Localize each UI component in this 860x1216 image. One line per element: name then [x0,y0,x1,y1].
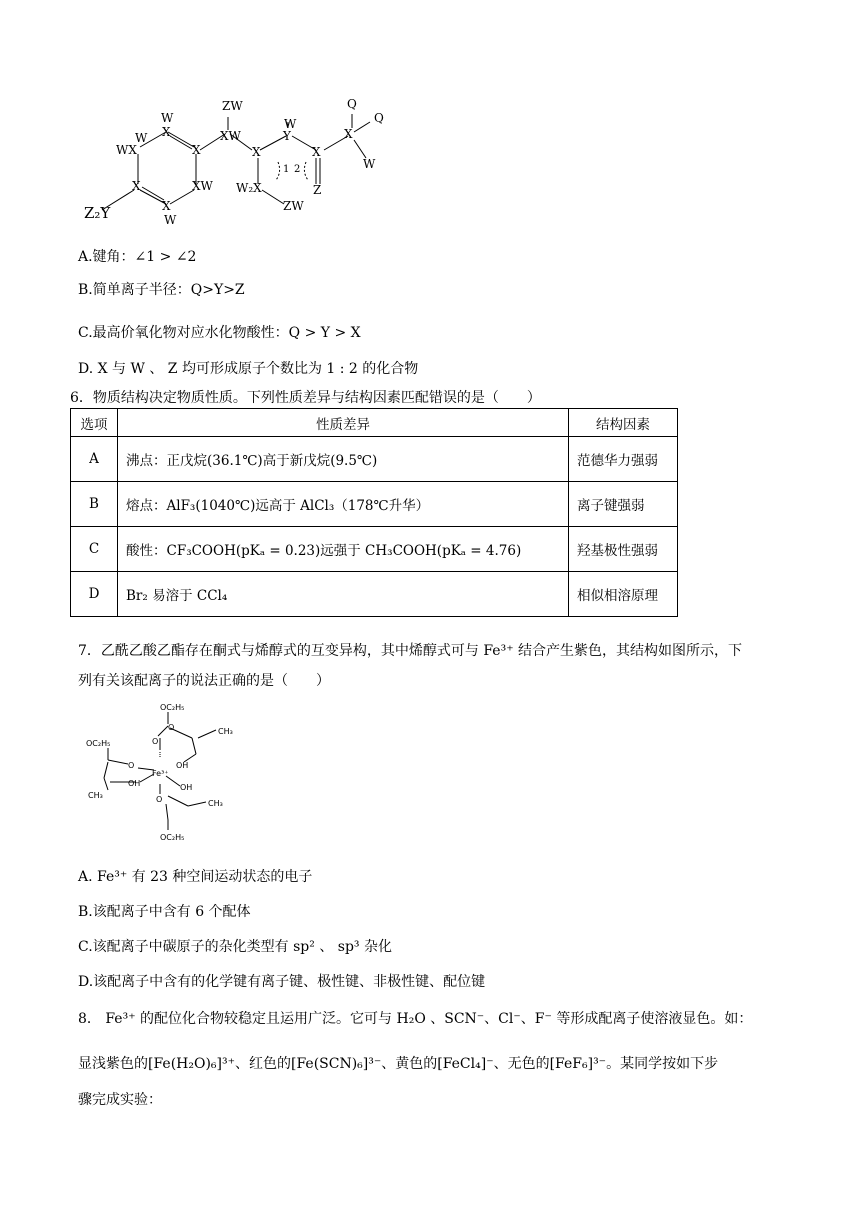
complex-label: OH [128,779,141,788]
row-diff: Br₂ 易溶于 CCl₄ [118,572,569,617]
table-header-row [71,409,678,437]
atom-label: W [164,213,177,227]
header-diff: 性质差异 [118,409,569,437]
atom-label: W [363,157,376,171]
header-cause: 结构因素 [569,409,678,437]
complex-label: OC₂H₅ [160,703,185,712]
table-row [71,527,678,572]
atom-label: X [162,125,171,139]
atom-label: W₂X [236,181,262,195]
atom-label: Z [313,183,322,197]
q7-stem-line1: 7．乙酰乙酸乙酯存在酮式与烯醇式的互变异构，其中烯醇式可与 Fe³⁺ 结合产生紫色，其结构如图所示，下 [78,643,743,659]
row-option: D [71,572,118,617]
atom-label: Y [283,129,291,143]
q8-line2: 显浅紫色的[Fe(H₂O)₆]³⁺、红色的[Fe(SCN)₆]³⁻、黄色的[FeCl₄]⁻、无色的[FeF₆]³⁻。某同学按如下步 [78,1056,719,1072]
structure-svg [80,92,400,232]
complex-label: CH₃ [208,799,223,808]
atom-label: W [135,131,148,145]
complex-label: CH₃ [218,727,233,736]
atom-label: X [312,145,321,159]
complex-labels [86,703,233,842]
row-diff: 熔点：AlF₃(1040℃)远高于 AlCl₃（178℃升华） [118,482,569,527]
angle-label-2: 2 [294,164,301,175]
atom-label: X [162,199,171,213]
atom-label: ZW [222,99,243,113]
header-option: 选项 [71,409,118,437]
complex-label: OH [180,783,193,792]
atom-label: Z₂Y [84,204,111,222]
q7-option-b: B.该配离子中含有 6 个配体 [78,904,251,920]
q5-option-c: C.最高价氧化物对应水化物酸性：Q > Y > X [78,325,361,341]
complex-label: O [156,795,163,804]
q5-option-b: B.简单离子半径：Q>Y>Z [78,282,245,298]
angle-label-1: 1 [283,164,290,175]
structure-figure-1 [80,92,400,232]
row-cause: 范德华力强弱 [569,437,678,482]
atom-label: W [161,111,174,125]
q5-option-a: A.键角：∠1 > ∠2 [78,249,197,265]
atom-label: Q [347,97,357,111]
atom-label: Q [374,111,384,125]
complex-label: Fe³⁺ [152,769,169,778]
atom-label: ZW [283,199,304,213]
atom-label: X [252,145,261,159]
complex-label: OC₂H₅ [86,739,111,748]
row-cause: 羟基极性强弱 [569,527,678,572]
complex-label: CH₃ [88,791,103,800]
structure-atoms [84,97,384,227]
q7-option-c: C.该配离子中碳原子的杂化类型有 sp² 、 sp³ 杂化 [78,939,392,955]
complex-label: O [168,723,175,732]
atom-label: X [132,179,141,193]
row-diff: 沸点：正戊烷(36.1℃)高于新戊烷(9.5℃) [118,437,569,482]
row-option: B [71,482,118,527]
q7-option-d: D.该配离子中含有的化学键有离子键、极性键、非极性键、配位键 [78,974,486,990]
complex-label: OH [176,761,189,770]
complex-label: O [128,761,135,770]
atom-label: X [344,127,353,141]
q7-option-a: A. Fe³⁺ 有 23 种空间运动状态的电子 [78,869,313,885]
complex-label: OC₂H₅ [160,833,185,842]
complex-svg [80,698,260,850]
row-option: C [71,527,118,572]
row-diff: 酸性：CF₃COOH(pKₐ = 0.23)远强于 CH₃COOH(pKₐ = 4.76) [118,527,569,572]
atom-label: X [192,143,201,157]
atom-label: XW [220,129,241,143]
complex-label: O [152,737,159,746]
atom-label: W [284,117,297,131]
atom-label: WX [116,143,137,157]
q5-option-d: D. X 与 W 、 Z 均可形成原子个数比为 1 : 2 的化合物 [78,361,419,377]
complex-structure-figure [80,698,260,850]
row-cause: 离子键强弱 [569,482,678,527]
row-option: A [71,437,118,482]
q8-line1: 8． Fe³⁺ 的配位化合物较稳定且运用广泛。它可与 H₂O 、SCN⁻、Cl⁻、F⁻ 等形成配离子使溶液显色。如： [78,1011,753,1027]
atom-label: XW [192,179,213,193]
q6-table [70,408,678,617]
table-row [71,482,678,527]
table-row [71,572,678,617]
q6-stem: 6．物质结构决定物质性质。下列性质差异与结构因素匹配错误的是（ ） [70,390,541,406]
row-cause: 相似相溶原理 [569,572,678,617]
table-row [71,437,678,482]
q8-line3: 骤完成实验： [78,1092,162,1108]
q7-stem-line2: 列有关该配离子的说法正确的是（ ） [78,673,330,689]
